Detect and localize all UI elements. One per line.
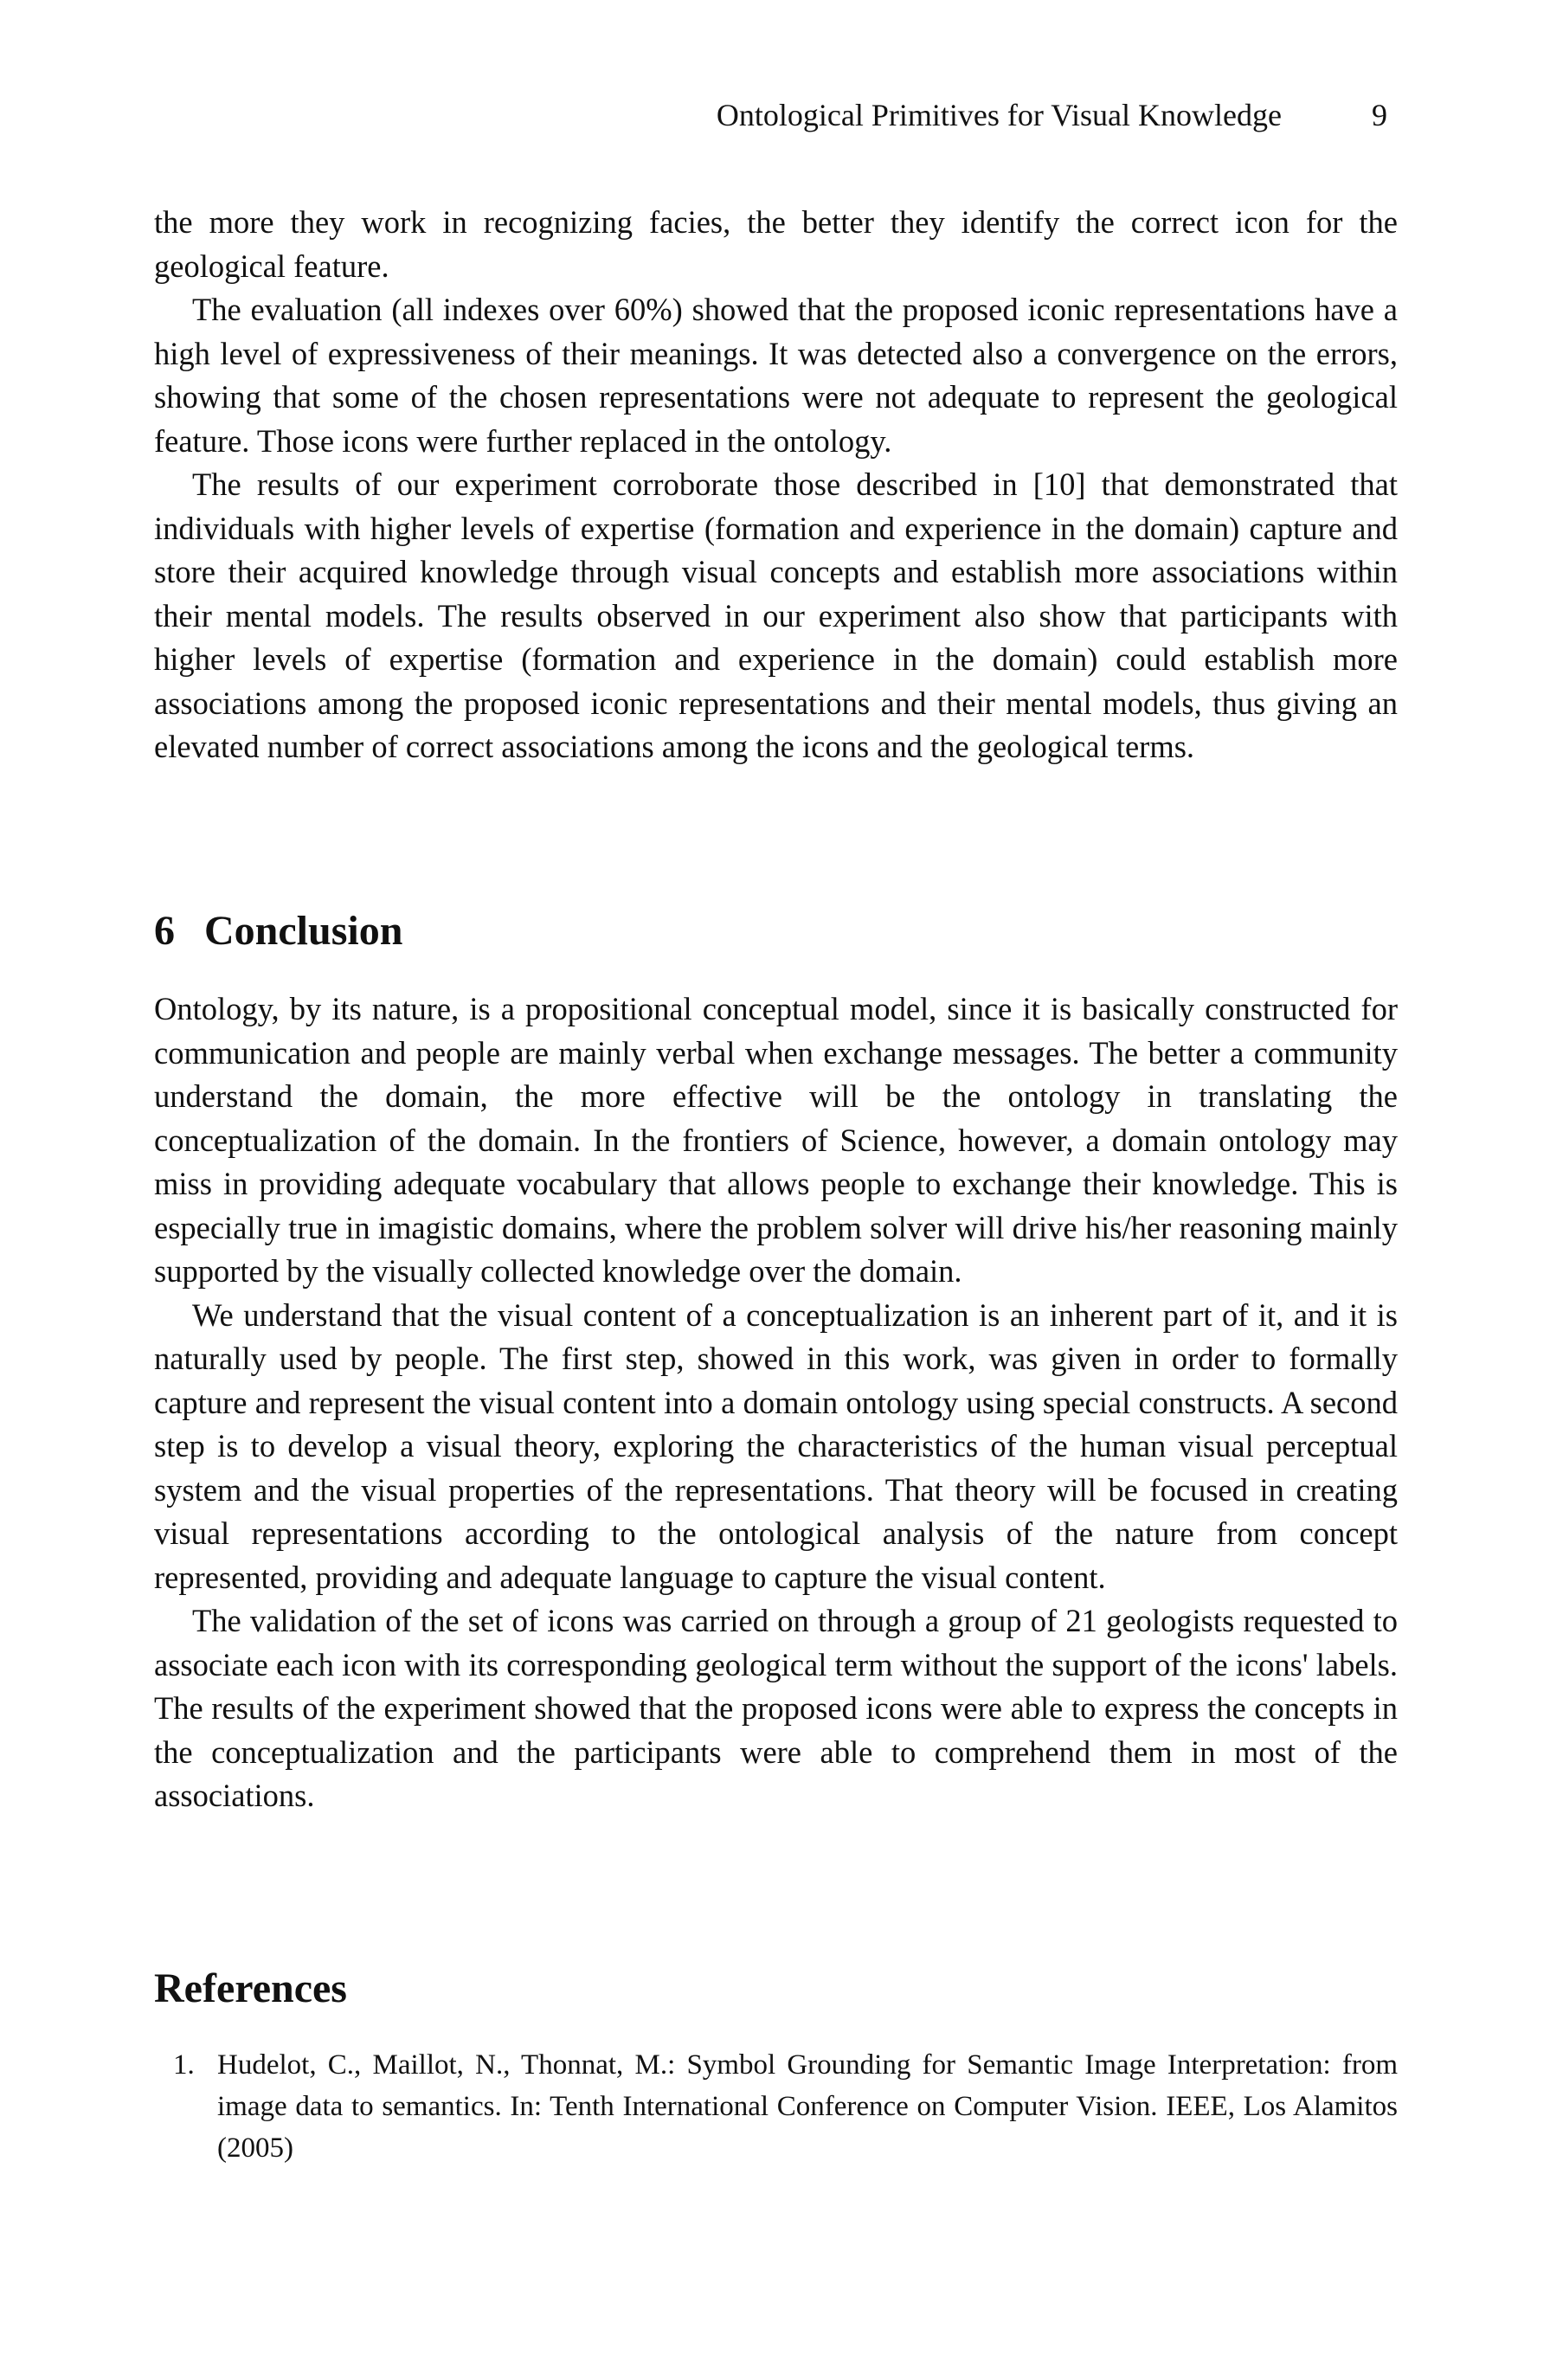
conclusion-paragraph-2: We understand that the visual content of a conceptualization is an inherent part of it, and it is naturally used by people. The first step, showed in this work, was given in order to formally capture and represent the visual content into a domain ontology using special constructs. A second step is to develop a visual theory, exploring the characteristics of the human visual perceptual system and the visual properties of the representations. That theory will be focused in creating visual representations according to the ontological analysis of the nature from concept represented, providing and adequate language to capture the visual content. (154, 1296, 1398, 1595)
section-title: Conclusion (204, 908, 403, 954)
body-text-top (154, 201, 1398, 769)
running-header (154, 97, 1398, 135)
paragraph-results: The results of our experiment corroborate those described in [10] that demonstrated that individuals with higher levels of expertise (formation and experience in the domain) capture and store their acquired knowledge through visual concepts and establish more associations within their mental models. The results observed in our experiment also show that participants with higher levels of expertise (formation and experience in the domain) could establish more associations among the proposed iconic representations and their mental models, thus giving an elevated number of correct associations among the icons and the geological terms. (154, 466, 1398, 764)
references-heading (154, 1963, 1398, 2015)
reference-text: Hudelot, C., Maillot, N., Thonnat, M.: Symbol Grounding for Semantic Image Interpretation: from image data to semantics. In: Tenth International Conference on Computer Vision. IEEE, Los Alamitos (2005) (217, 2049, 1398, 2164)
section-number: 6 (154, 908, 175, 954)
conclusion-paragraph-1: Ontology, by its nature, is a propositional conceptual model, since it is basically constructed for communication and people are mainly verbal when exchange messages. The better a community understand the domain, the more effective will be the ontology in translating the conceptualization of the domain. In the frontiers of Science, however, a domain ontology may miss in providing adequate vocabulary that allows people to exchange their knowledge. This is especially true in imagistic domains, where the problem solver will drive his/her reasoning mainly supported by the visually collected knowledge over the domain. (154, 991, 1398, 1289)
references-title: References (154, 1965, 347, 2011)
reference-number: 1. (173, 2049, 195, 2081)
paragraph-continuation: the more they work in recognizing facies, the better they identify the correct icon for the geological feature. (154, 204, 1398, 284)
conclusion-body (154, 987, 1398, 1818)
paragraph-evaluation: The evaluation (all indexes over 60%) showed that the proposed iconic representations have a high level of expressiveness of their meanings. It was detected also a convergence on the errors, showing that some of the chosen representations were not adequate to represent the geological feature. Those icons were further replaced in the ontology. (154, 292, 1398, 459)
paper-page (154, 0, 1398, 2380)
reference-item (154, 2044, 1398, 2169)
conclusion-paragraph-3: The validation of the set of icons was carried on through a group of 21 geologists requested to associate each icon with its corresponding geological term without the support of the icons' labels. The results of the experiment showed that the proposed icons were able to express the concepts in the conceptualization and the participants were able to comprehend them in most of the associations. (154, 1603, 1398, 1813)
conclusion-heading (154, 905, 1398, 957)
page-number: 9 (1372, 98, 1387, 132)
references-list (154, 2044, 1398, 2169)
running-title: Ontological Primitives for Visual Knowledge (716, 98, 1282, 132)
